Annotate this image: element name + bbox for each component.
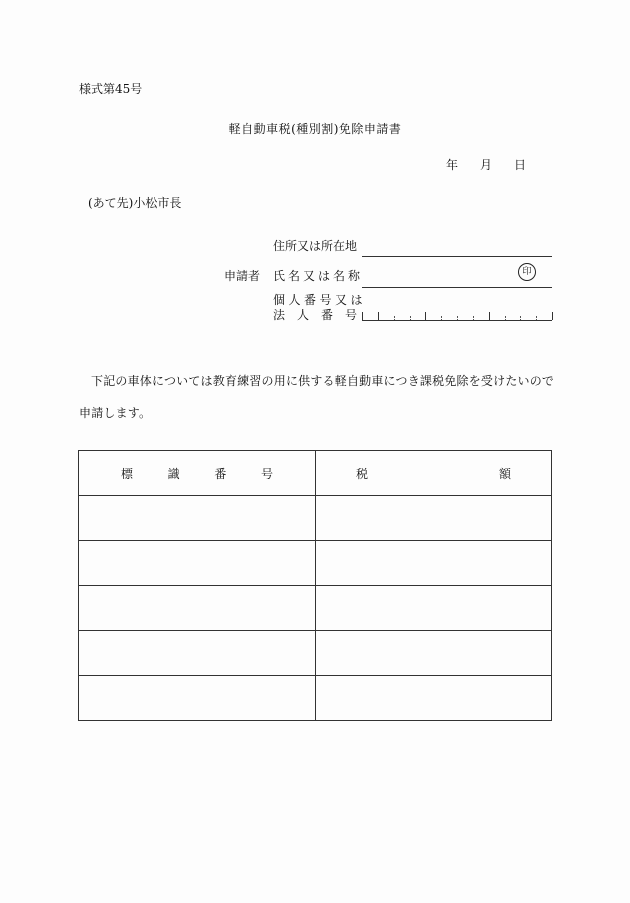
plate-number-cell[interactable] (79, 586, 316, 631)
digit-separator (489, 312, 490, 320)
digit-separator (410, 316, 411, 320)
table-row (79, 496, 552, 541)
address-field-line[interactable] (362, 256, 552, 257)
header-char: 番 (214, 466, 227, 481)
form-number: 様式第45号 (79, 82, 143, 96)
table-row (79, 586, 552, 631)
digit-separator (441, 316, 442, 320)
plate-number-cell[interactable] (79, 496, 316, 541)
tax-amount-cell[interactable] (316, 586, 552, 631)
digit-separator (457, 316, 458, 320)
digit-separator (425, 312, 426, 320)
year-label: 年 (445, 158, 458, 172)
header-char: 号 (260, 466, 273, 481)
document-title: 軽自動車税(種別割)免除申請書 (228, 122, 402, 136)
date-line (446, 156, 526, 173)
corporate-number-label (273, 306, 357, 323)
header-char: 識 (167, 466, 180, 481)
plate-number-cell[interactable] (79, 541, 316, 586)
header-char: 税 (356, 466, 369, 481)
number-digit-boxes[interactable] (362, 312, 552, 321)
corporate-number-char: 号 (345, 308, 358, 322)
day-label: 日 (513, 158, 526, 172)
digit-separator (394, 316, 395, 320)
vehicle-table (78, 450, 552, 721)
addressee: (あて先)小松市長 (88, 196, 182, 210)
name-field-line[interactable] (362, 287, 552, 288)
body-text: 下記の車体については教育練習の用に供する軽自動車につき課税免除を受けたいので申請します。 (79, 374, 555, 420)
corporate-number-char: 法 (273, 308, 286, 322)
table-row (79, 676, 552, 721)
table-row (79, 631, 552, 676)
digit-separator (552, 312, 553, 320)
table-row (79, 541, 552, 586)
tax-amount-cell[interactable] (316, 631, 552, 676)
applicant-label: 申請者 (224, 269, 261, 283)
digit-separator (505, 316, 506, 320)
header-char: 額 (498, 466, 511, 481)
plate-number-header (79, 451, 316, 496)
plate-number-cell[interactable] (79, 631, 316, 676)
plate-number-cell[interactable] (79, 676, 316, 721)
digit-separator (362, 312, 363, 320)
month-label: 月 (479, 158, 492, 172)
address-label: 住所又は所在地 (273, 239, 358, 253)
personal-number-label: 個人番号又は (273, 293, 367, 307)
tax-amount-cell[interactable] (316, 496, 552, 541)
tax-amount-cell[interactable] (316, 676, 552, 721)
corporate-number-char: 人 (297, 308, 310, 322)
header-char: 標 (121, 466, 134, 481)
table-header-row (79, 451, 552, 496)
digit-separator (378, 312, 379, 320)
digit-separator (536, 316, 537, 320)
digit-separator (473, 316, 474, 320)
digit-separator (520, 316, 521, 320)
seal-mark: 印 (518, 263, 536, 281)
tax-amount-cell[interactable] (316, 541, 552, 586)
corporate-number-char: 番 (321, 308, 334, 322)
name-label: 氏名又は名称 (273, 269, 364, 283)
tax-amount-header (316, 451, 552, 496)
